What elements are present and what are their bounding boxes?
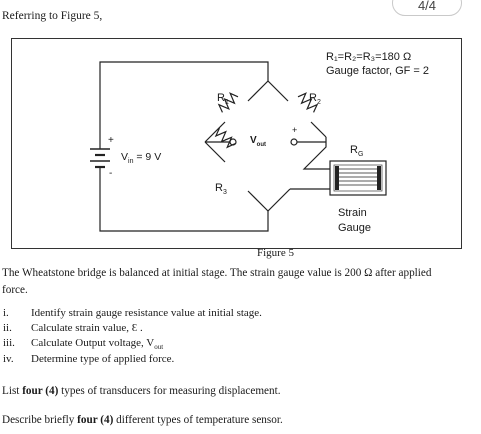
wire-bottom — [100, 167, 268, 231]
label-r1: $R_1$ — [217, 92, 229, 107]
vout-plus-sign: + — [292, 125, 298, 135]
page-indicator-text: 4/4 — [417, 0, 437, 13]
label-vin: $V_{in} = 9$ V — [121, 151, 162, 166]
question-4-text: Determine type of applied force. — [31, 353, 175, 365]
spec-gauge-factor: Gauge factor, GF = 2 — [326, 65, 430, 77]
strain-label-2: Gauge — [338, 222, 372, 234]
page-indicator — [392, 0, 462, 16]
question-2-numeral: ii. — [3, 322, 12, 334]
question-3-numeral: iii. — [3, 337, 15, 349]
label-r3: $R_3$ — [215, 182, 227, 197]
question-1-text: Identify strain gauge resistance value at initial stage. — [31, 307, 262, 319]
spec-resistors: R₁=R₂=R₃=180 Ω — [326, 51, 412, 63]
strain-label-1: Strain — [338, 207, 367, 219]
figure-5 — [11, 38, 462, 249]
question-4-numeral: iv. — [3, 353, 14, 365]
question-3-text: Calculate Output voltage, $V_{out}$ — [31, 337, 164, 352]
label-rg: $R_G$ — [350, 144, 364, 159]
list-question: List four (4) types of transducers for measuring displacement. — [2, 385, 281, 397]
figure-caption: Figure 5 — [257, 247, 294, 259]
vout-minus-sign: - — [225, 134, 228, 144]
wire-top — [100, 62, 268, 149]
label-vout: $V_{out}$ — [250, 135, 266, 148]
question-1-numeral: i. — [3, 307, 9, 319]
question-2-text: Calculate strain value, Ɛ . — [31, 322, 143, 334]
label-r2: $R_2$ — [309, 92, 321, 107]
vin-minus-sign: - — [109, 168, 113, 179]
vin-plus-sign: + — [108, 135, 114, 146]
describe-question: Describe briefly four (4) different types of temperature sensor. — [2, 414, 283, 426]
paragraph-line-1: The Wheatstone bridge is balanced at initial stage. The strain gauge value is 200 Ω after applied — [2, 267, 432, 279]
intro-text: Referring to Figure 5, — [2, 10, 103, 22]
paragraph-line-2: force. — [2, 284, 28, 296]
